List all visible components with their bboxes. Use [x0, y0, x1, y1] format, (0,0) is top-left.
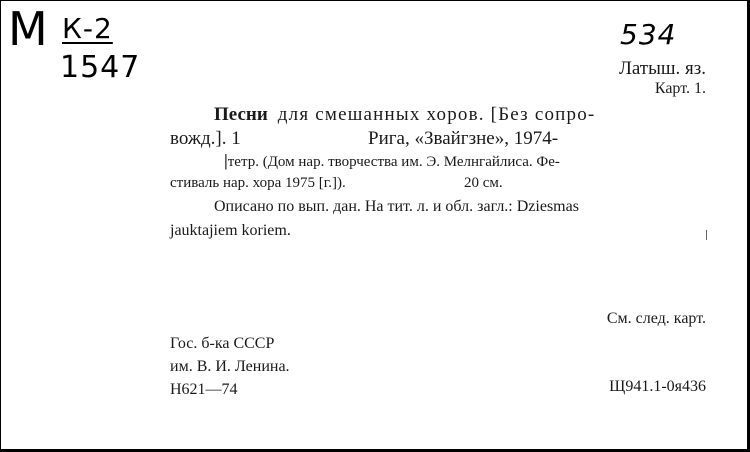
handwritten-top-right: 534: [620, 18, 677, 51]
margin-mark: [706, 230, 707, 240]
handwritten-code: К-2: [62, 12, 113, 45]
title-line: [214, 104, 706, 126]
language-label: Латыш. яз.: [618, 58, 706, 79]
body-line-2-right: Рига, «Звайгзне», 1974-: [368, 128, 559, 149]
body-line-4-right: 20 см.: [464, 175, 503, 191]
body-line-2-left: вожд.]. 1: [170, 128, 241, 149]
body-line-4-left: стиваль нар. хора 1975 [г.]).: [170, 175, 346, 191]
note-line-1: Описано по вып. дан. На тит. л. и обл. загл.: Dziesmas: [214, 198, 579, 215]
see-next-card: См. след. карт.: [606, 310, 706, 327]
handwritten-number: 1547: [60, 50, 141, 85]
body-line-3-text: тетр. (Дом нар. творчества им. Э. Мелнгайлиса. Фе-: [227, 154, 560, 170]
bracket-mark: |: [224, 151, 228, 170]
card-number: Карт. 1.: [654, 80, 706, 97]
title-bold: Песни: [214, 104, 268, 125]
title-rest: для смешанных хоров. [Без сопро-: [277, 104, 596, 125]
body-line-3: [224, 151, 560, 171]
library-line-3: Н621—74: [170, 381, 238, 398]
classification-code: Щ941.1-0я436: [609, 378, 706, 395]
handwritten-letter: М: [8, 2, 49, 56]
note-line-2: jauktajiem koriem.: [170, 222, 291, 239]
library-line-1: Гос. б-ка СССР: [170, 335, 275, 352]
library-line-2: им. В. И. Ленина.: [170, 358, 290, 375]
